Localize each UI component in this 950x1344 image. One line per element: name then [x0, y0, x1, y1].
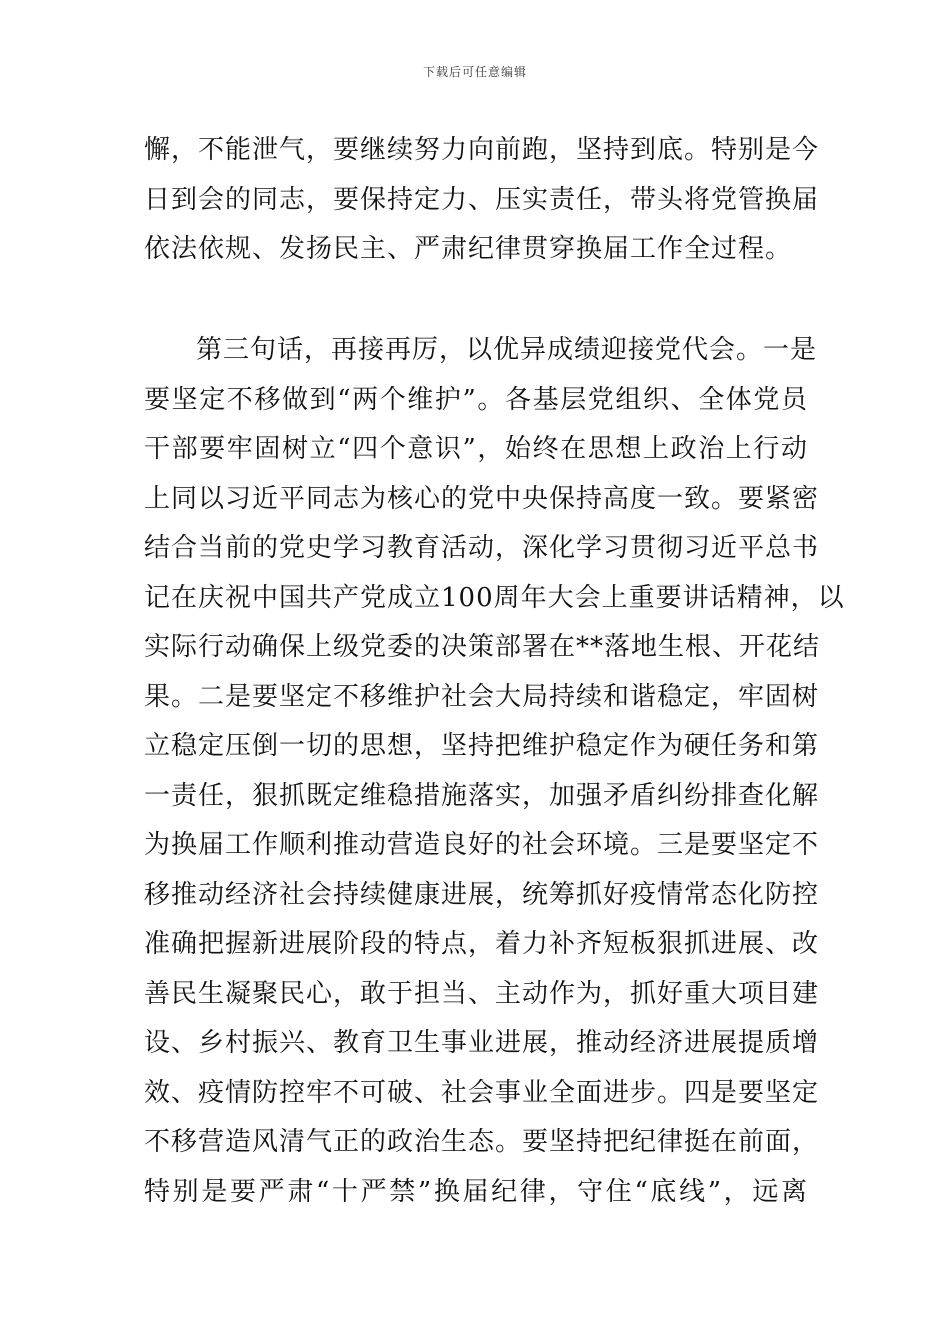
text-line: 依法依规、发扬民主、严肃纪律贯穿换届工作全过程。	[144, 234, 793, 264]
text-line: 设、乡村振兴、教育卫生事业进展，推动经济进展提质增	[144, 1028, 820, 1058]
text-line: 第三句话，再接再厉，以优异成绩迎接党代会。一是	[196, 335, 818, 365]
text-line: 日到会的同志，要保持定力、压实责任，带头将党管换届	[144, 184, 820, 215]
text-line: 上同以习近平同志为核心的党中央保持高度一致。要紧密	[144, 483, 820, 514]
text-line: 不移营造风清气正的政治生态。要坚持把纪律挺在前面，	[144, 1127, 820, 1157]
text-line: 果。二是要坚定不移维护社会大局持续和谐稳定，牢固树	[144, 681, 820, 712]
text-line: 准确把握新进展阶段的特点，着力补齐短板狠抓进展、改	[144, 929, 820, 959]
paragraph-2	[144, 326, 845, 1217]
paragraph-1	[144, 126, 820, 275]
text-line: 结合当前的党史学习教育活动，深化学习贯彻习近平总书	[144, 533, 820, 563]
text-line: 立稳定压倒一切的思想，坚持把维护稳定作为硬任务和第	[144, 731, 820, 761]
text-line: 特别是要严肃“十严禁”换届纪律，守住“底线”，远离	[144, 1176, 808, 1207]
page-header-note: 下载后可任意编辑	[422, 65, 527, 79]
text-line: 为换届工作顺利推动营造良好的社会环境。三是要坚定不	[144, 830, 820, 860]
text-line: 善民生凝聚民心，敢于担当、主动作为，抓好重大项目建	[144, 978, 820, 1009]
text-line: 记在庆祝中国共产党成立100周年大会上重要讲话精神，以	[144, 582, 845, 613]
text-line: 一责任，狠抓既定维稳措施落实，加强矛盾纠纷排查化解	[144, 780, 820, 811]
text-line: 移推动经济社会持续健康进展，统筹抓好疫情常态化防控	[144, 879, 820, 910]
text-line: 效、疫情防控牢不可破、社会事业全面进步。四是要坚定	[144, 1077, 820, 1108]
text-line: 干部要牢固树立“四个意识”，始终在思想上政治上行动	[144, 434, 808, 464]
text-line: 要坚定不移做到“两个维护”。各基层党组织、全体党员	[144, 384, 808, 415]
text-line: 懈，不能泄气，要继续努力向前跑，坚持到底。特别是今	[144, 135, 820, 165]
text-line: 实际行动确保上级党委的决策部署在**落地生根、开花结	[144, 632, 821, 662]
